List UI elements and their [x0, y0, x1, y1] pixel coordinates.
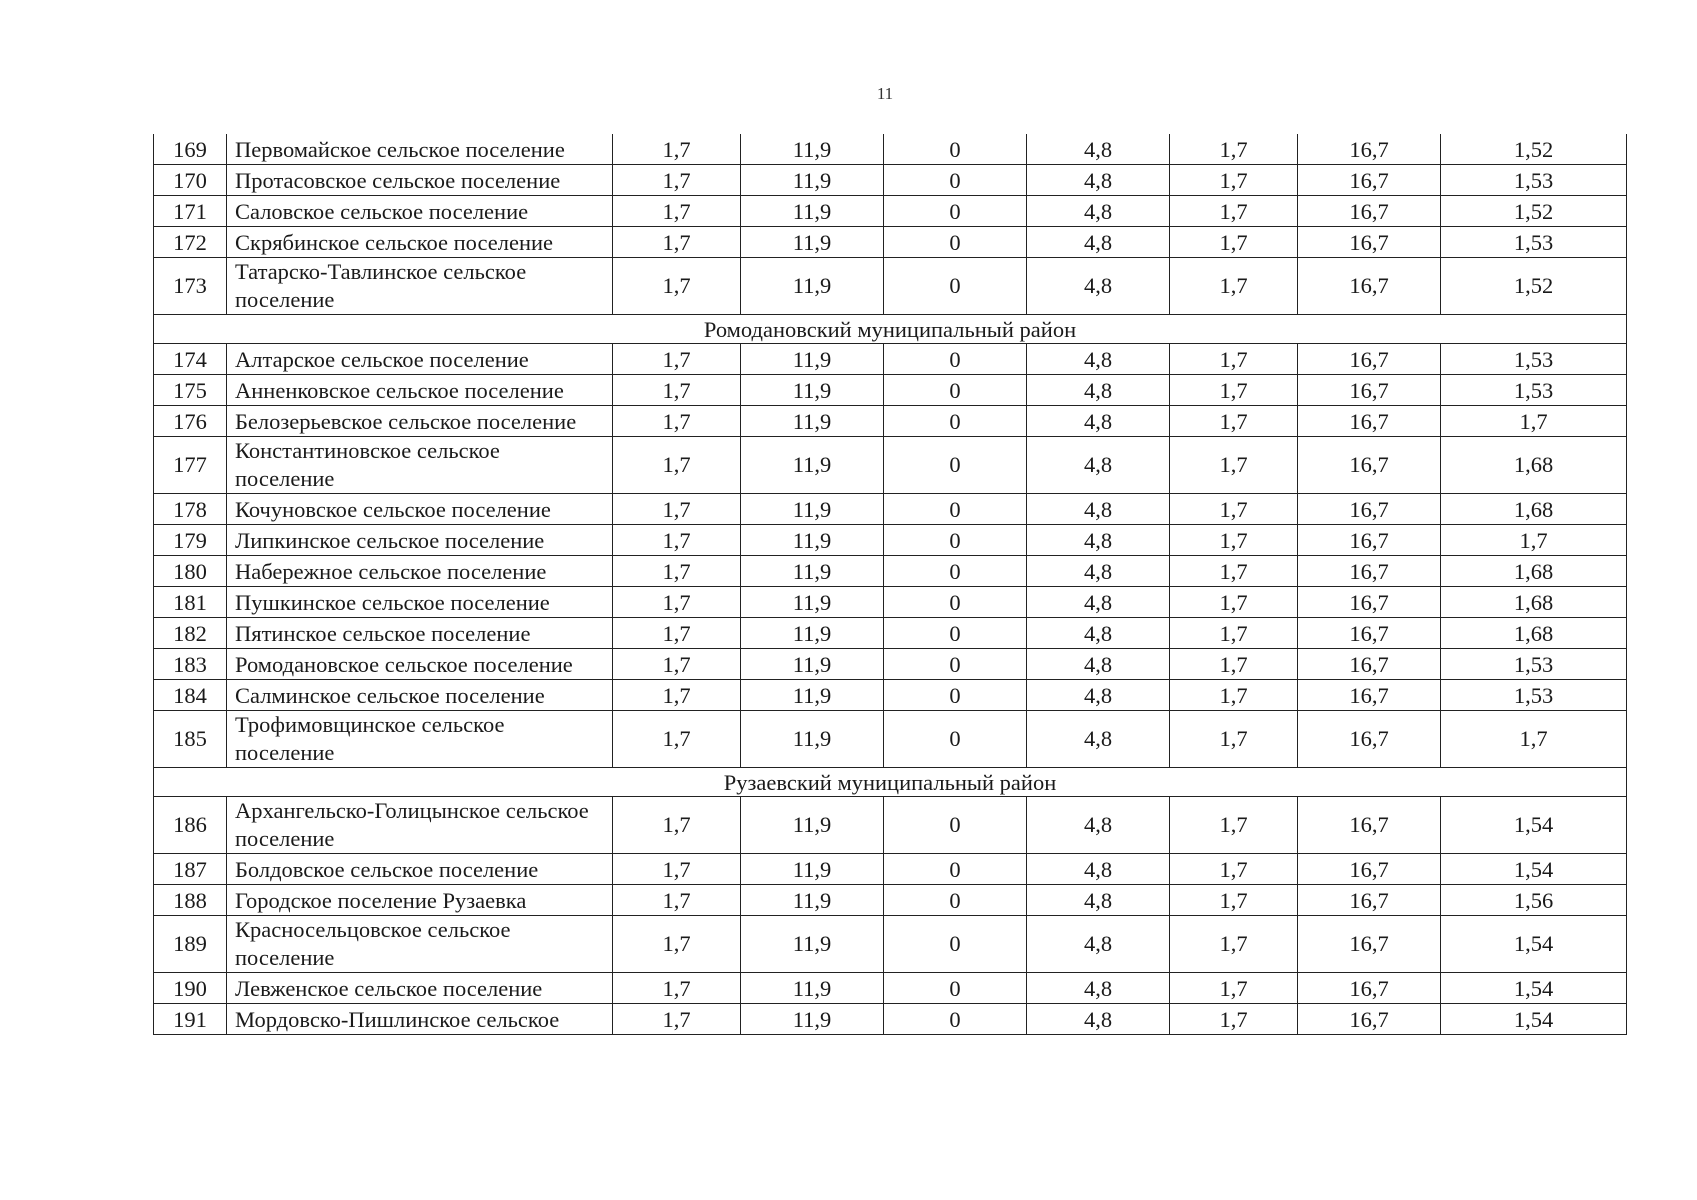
value-cell: 4,8	[1027, 618, 1170, 649]
value-cell: 11,9	[741, 618, 884, 649]
value-cell: 11,9	[741, 916, 884, 973]
value-cell: 4,8	[1027, 649, 1170, 680]
value-cell: 0	[884, 525, 1027, 556]
value-cell: 1,54	[1441, 797, 1627, 854]
row-number: 183	[154, 649, 227, 680]
section-row	[154, 768, 1627, 797]
value-cell: 1,68	[1441, 618, 1627, 649]
settlement-name: Салминское сельское поселение	[227, 680, 613, 711]
value-cell: 16,7	[1298, 196, 1441, 227]
value-cell: 1,7	[613, 525, 741, 556]
value-cell: 11,9	[741, 165, 884, 196]
row-number: 186	[154, 797, 227, 854]
settlement-name: Саловское сельское поселение	[227, 196, 613, 227]
value-cell: 0	[884, 494, 1027, 525]
value-cell: 4,8	[1027, 680, 1170, 711]
table-body	[154, 134, 1627, 1035]
value-cell: 1,7	[1170, 973, 1298, 1004]
value-cell: 11,9	[741, 711, 884, 768]
settlement-name: Липкинское сельское поселение	[227, 525, 613, 556]
row-number: 191	[154, 1004, 227, 1035]
value-cell: 16,7	[1298, 680, 1441, 711]
value-cell: 1,7	[1170, 375, 1298, 406]
settlement-name: Пушкинское сельское поселение	[227, 587, 613, 618]
value-cell: 1,7	[613, 797, 741, 854]
table-row	[154, 165, 1627, 196]
value-cell: 1,56	[1441, 885, 1627, 916]
row-number: 169	[154, 134, 227, 165]
table-row	[154, 916, 1627, 973]
settlement-name: Скрябинское сельское поселение	[227, 227, 613, 258]
row-number: 190	[154, 973, 227, 1004]
value-cell: 0	[884, 344, 1027, 375]
value-cell: 0	[884, 973, 1027, 1004]
table-row	[154, 680, 1627, 711]
value-cell: 4,8	[1027, 711, 1170, 768]
value-cell: 11,9	[741, 1004, 884, 1035]
value-cell: 16,7	[1298, 494, 1441, 525]
value-cell: 1,7	[613, 556, 741, 587]
value-cell: 1,7	[613, 649, 741, 680]
table-row	[154, 134, 1627, 165]
value-cell: 1,7	[613, 854, 741, 885]
section-title: Ромодановский муниципальный район	[154, 315, 1627, 344]
settlement-name: Трофимовщинское сельское поселение	[227, 711, 613, 768]
value-cell: 1,7	[613, 196, 741, 227]
value-cell: 16,7	[1298, 556, 1441, 587]
value-cell: 0	[884, 916, 1027, 973]
table-row	[154, 406, 1627, 437]
value-cell: 16,7	[1298, 618, 1441, 649]
value-cell: 1,7	[1170, 258, 1298, 315]
value-cell: 1,7	[1441, 525, 1627, 556]
value-cell: 4,8	[1027, 854, 1170, 885]
value-cell: 0	[884, 854, 1027, 885]
value-cell: 4,8	[1027, 885, 1170, 916]
value-cell: 4,8	[1027, 406, 1170, 437]
value-cell: 1,53	[1441, 649, 1627, 680]
value-cell: 0	[884, 618, 1027, 649]
settlement-name: Мордовско-Пишлинское сельское	[227, 1004, 613, 1035]
settlement-name: Белозерьевское сельское поселение	[227, 406, 613, 437]
section-title: Рузаевский муниципальный район	[154, 768, 1627, 797]
settlement-name: Левженское сельское поселение	[227, 973, 613, 1004]
value-cell: 1,7	[613, 916, 741, 973]
row-number: 181	[154, 587, 227, 618]
value-cell: 4,8	[1027, 556, 1170, 587]
value-cell: 4,8	[1027, 134, 1170, 165]
settlement-name: Архангельско-Голицынское сельское поселение	[227, 797, 613, 854]
value-cell: 1,7	[1170, 916, 1298, 973]
value-cell: 1,7	[1170, 494, 1298, 525]
data-table	[153, 134, 1627, 1035]
value-cell: 1,7	[613, 587, 741, 618]
table-row	[154, 649, 1627, 680]
value-cell: 1,54	[1441, 973, 1627, 1004]
value-cell: 0	[884, 797, 1027, 854]
settlement-name: Анненковское сельское поселение	[227, 375, 613, 406]
value-cell: 1,7	[613, 618, 741, 649]
value-cell: 1,53	[1441, 227, 1627, 258]
value-cell: 1,7	[613, 375, 741, 406]
value-cell: 1,7	[613, 258, 741, 315]
value-cell: 16,7	[1298, 885, 1441, 916]
value-cell: 4,8	[1027, 525, 1170, 556]
settlement-name: Красносельцовское сельское поселение	[227, 916, 613, 973]
row-number: 188	[154, 885, 227, 916]
value-cell: 1,54	[1441, 854, 1627, 885]
value-cell: 16,7	[1298, 797, 1441, 854]
value-cell: 11,9	[741, 134, 884, 165]
table-row	[154, 525, 1627, 556]
row-number: 173	[154, 258, 227, 315]
row-number: 184	[154, 680, 227, 711]
value-cell: 11,9	[741, 375, 884, 406]
row-number: 172	[154, 227, 227, 258]
row-number: 182	[154, 618, 227, 649]
value-cell: 16,7	[1298, 916, 1441, 973]
value-cell: 1,7	[613, 227, 741, 258]
value-cell: 0	[884, 1004, 1027, 1035]
value-cell: 1,7	[613, 344, 741, 375]
value-cell: 1,7	[613, 406, 741, 437]
settlement-name: Константиновское сельское поселение	[227, 437, 613, 494]
value-cell: 1,52	[1441, 134, 1627, 165]
value-cell: 16,7	[1298, 587, 1441, 618]
row-number: 189	[154, 916, 227, 973]
value-cell: 1,7	[1170, 437, 1298, 494]
value-cell: 1,7	[1170, 344, 1298, 375]
value-cell: 4,8	[1027, 797, 1170, 854]
row-number: 171	[154, 196, 227, 227]
value-cell: 16,7	[1298, 437, 1441, 494]
row-number: 178	[154, 494, 227, 525]
table-row	[154, 437, 1627, 494]
value-cell: 4,8	[1027, 258, 1170, 315]
value-cell: 1,7	[613, 1004, 741, 1035]
value-cell: 1,54	[1441, 1004, 1627, 1035]
value-cell: 4,8	[1027, 587, 1170, 618]
table-row	[154, 618, 1627, 649]
value-cell: 1,7	[1170, 797, 1298, 854]
value-cell: 0	[884, 258, 1027, 315]
value-cell: 1,7	[1441, 406, 1627, 437]
value-cell: 4,8	[1027, 1004, 1170, 1035]
settlement-name: Ромодановское сельское поселение	[227, 649, 613, 680]
value-cell: 11,9	[741, 525, 884, 556]
table-row	[154, 1004, 1627, 1035]
value-cell: 1,7	[1170, 227, 1298, 258]
row-number: 187	[154, 854, 227, 885]
settlement-name: Первомайское сельское поселение	[227, 134, 613, 165]
table-row	[154, 258, 1627, 315]
value-cell: 16,7	[1298, 406, 1441, 437]
table-row	[154, 375, 1627, 406]
value-cell: 1,7	[613, 680, 741, 711]
value-cell: 1,7	[1170, 406, 1298, 437]
table-row	[154, 344, 1627, 375]
value-cell: 1,7	[1170, 134, 1298, 165]
row-number: 176	[154, 406, 227, 437]
value-cell: 11,9	[741, 406, 884, 437]
value-cell: 1,7	[613, 973, 741, 1004]
value-cell: 16,7	[1298, 134, 1441, 165]
value-cell: 11,9	[741, 797, 884, 854]
settlement-name: Пятинское сельское поселение	[227, 618, 613, 649]
value-cell: 11,9	[741, 587, 884, 618]
value-cell: 4,8	[1027, 916, 1170, 973]
value-cell: 1,7	[613, 885, 741, 916]
settlement-name: Татарско-Тавлинское сельское поселение	[227, 258, 613, 315]
value-cell: 16,7	[1298, 344, 1441, 375]
value-cell: 1,54	[1441, 916, 1627, 973]
table-row	[154, 587, 1627, 618]
row-number: 179	[154, 525, 227, 556]
value-cell: 0	[884, 406, 1027, 437]
value-cell: 4,8	[1027, 437, 1170, 494]
value-cell: 0	[884, 134, 1027, 165]
settlement-name: Набережное сельское поселение	[227, 556, 613, 587]
row-number: 174	[154, 344, 227, 375]
value-cell: 0	[884, 165, 1027, 196]
table-row	[154, 196, 1627, 227]
value-cell: 11,9	[741, 227, 884, 258]
value-cell: 16,7	[1298, 973, 1441, 1004]
value-cell: 0	[884, 556, 1027, 587]
value-cell: 0	[884, 227, 1027, 258]
value-cell: 1,7	[613, 494, 741, 525]
value-cell: 1,7	[1170, 885, 1298, 916]
value-cell: 11,9	[741, 344, 884, 375]
value-cell: 1,7	[613, 711, 741, 768]
settlement-name: Кочуновское сельское поселение	[227, 494, 613, 525]
table-row	[154, 797, 1627, 854]
value-cell: 1,7	[613, 134, 741, 165]
value-cell: 1,68	[1441, 556, 1627, 587]
value-cell: 0	[884, 680, 1027, 711]
value-cell: 16,7	[1298, 525, 1441, 556]
table-row	[154, 973, 1627, 1004]
value-cell: 1,7	[1170, 680, 1298, 711]
settlement-name: Алтарское сельское поселение	[227, 344, 613, 375]
value-cell: 11,9	[741, 680, 884, 711]
value-cell: 16,7	[1298, 258, 1441, 315]
value-cell: 4,8	[1027, 344, 1170, 375]
value-cell: 16,7	[1298, 854, 1441, 885]
table-row	[154, 494, 1627, 525]
value-cell: 1,7	[1170, 525, 1298, 556]
settlement-name: Городское поселение Рузаевка	[227, 885, 613, 916]
table-row	[154, 227, 1627, 258]
value-cell: 4,8	[1027, 165, 1170, 196]
value-cell: 11,9	[741, 494, 884, 525]
value-cell: 1,7	[1170, 854, 1298, 885]
settlement-name: Болдовское сельское поселение	[227, 854, 613, 885]
value-cell: 1,68	[1441, 587, 1627, 618]
value-cell: 16,7	[1298, 375, 1441, 406]
value-cell: 0	[884, 375, 1027, 406]
value-cell: 0	[884, 437, 1027, 494]
section-row	[154, 315, 1627, 344]
value-cell: 4,8	[1027, 227, 1170, 258]
value-cell: 11,9	[741, 854, 884, 885]
row-number: 177	[154, 437, 227, 494]
value-cell: 1,53	[1441, 680, 1627, 711]
value-cell: 4,8	[1027, 375, 1170, 406]
value-cell: 1,7	[1170, 556, 1298, 587]
table-row	[154, 885, 1627, 916]
value-cell: 1,68	[1441, 494, 1627, 525]
value-cell: 0	[884, 649, 1027, 680]
value-cell: 11,9	[741, 196, 884, 227]
value-cell: 16,7	[1298, 1004, 1441, 1035]
value-cell: 1,7	[613, 165, 741, 196]
value-cell: 1,68	[1441, 437, 1627, 494]
value-cell: 11,9	[741, 649, 884, 680]
row-number: 175	[154, 375, 227, 406]
value-cell: 4,8	[1027, 973, 1170, 1004]
value-cell: 16,7	[1298, 165, 1441, 196]
value-cell: 0	[884, 711, 1027, 768]
table-row	[154, 854, 1627, 885]
row-number: 170	[154, 165, 227, 196]
value-cell: 1,53	[1441, 344, 1627, 375]
value-cell: 1,7	[1170, 196, 1298, 227]
value-cell: 1,7	[1170, 1004, 1298, 1035]
value-cell: 1,7	[1170, 587, 1298, 618]
row-number: 180	[154, 556, 227, 587]
value-cell: 1,53	[1441, 375, 1627, 406]
value-cell: 11,9	[741, 885, 884, 916]
row-number: 185	[154, 711, 227, 768]
value-cell: 11,9	[741, 437, 884, 494]
value-cell: 4,8	[1027, 494, 1170, 525]
page-number: 11	[876, 84, 894, 103]
value-cell: 11,9	[741, 258, 884, 315]
settlement-name: Протасовское сельское поселение	[227, 165, 613, 196]
value-cell: 1,7	[1170, 165, 1298, 196]
value-cell: 0	[884, 587, 1027, 618]
value-cell: 1,7	[1170, 711, 1298, 768]
value-cell: 4,8	[1027, 196, 1170, 227]
value-cell: 1,7	[613, 437, 741, 494]
value-cell: 1,53	[1441, 165, 1627, 196]
table-row	[154, 556, 1627, 587]
value-cell: 0	[884, 885, 1027, 916]
table-row	[154, 711, 1627, 768]
value-cell: 1,7	[1170, 649, 1298, 680]
value-cell: 1,7	[1441, 711, 1627, 768]
value-cell: 16,7	[1298, 711, 1441, 768]
value-cell: 1,52	[1441, 196, 1627, 227]
value-cell: 1,7	[1170, 618, 1298, 649]
value-cell: 0	[884, 196, 1027, 227]
value-cell: 16,7	[1298, 649, 1441, 680]
value-cell: 1,52	[1441, 258, 1627, 315]
value-cell: 11,9	[741, 973, 884, 1004]
value-cell: 16,7	[1298, 227, 1441, 258]
value-cell: 11,9	[741, 556, 884, 587]
